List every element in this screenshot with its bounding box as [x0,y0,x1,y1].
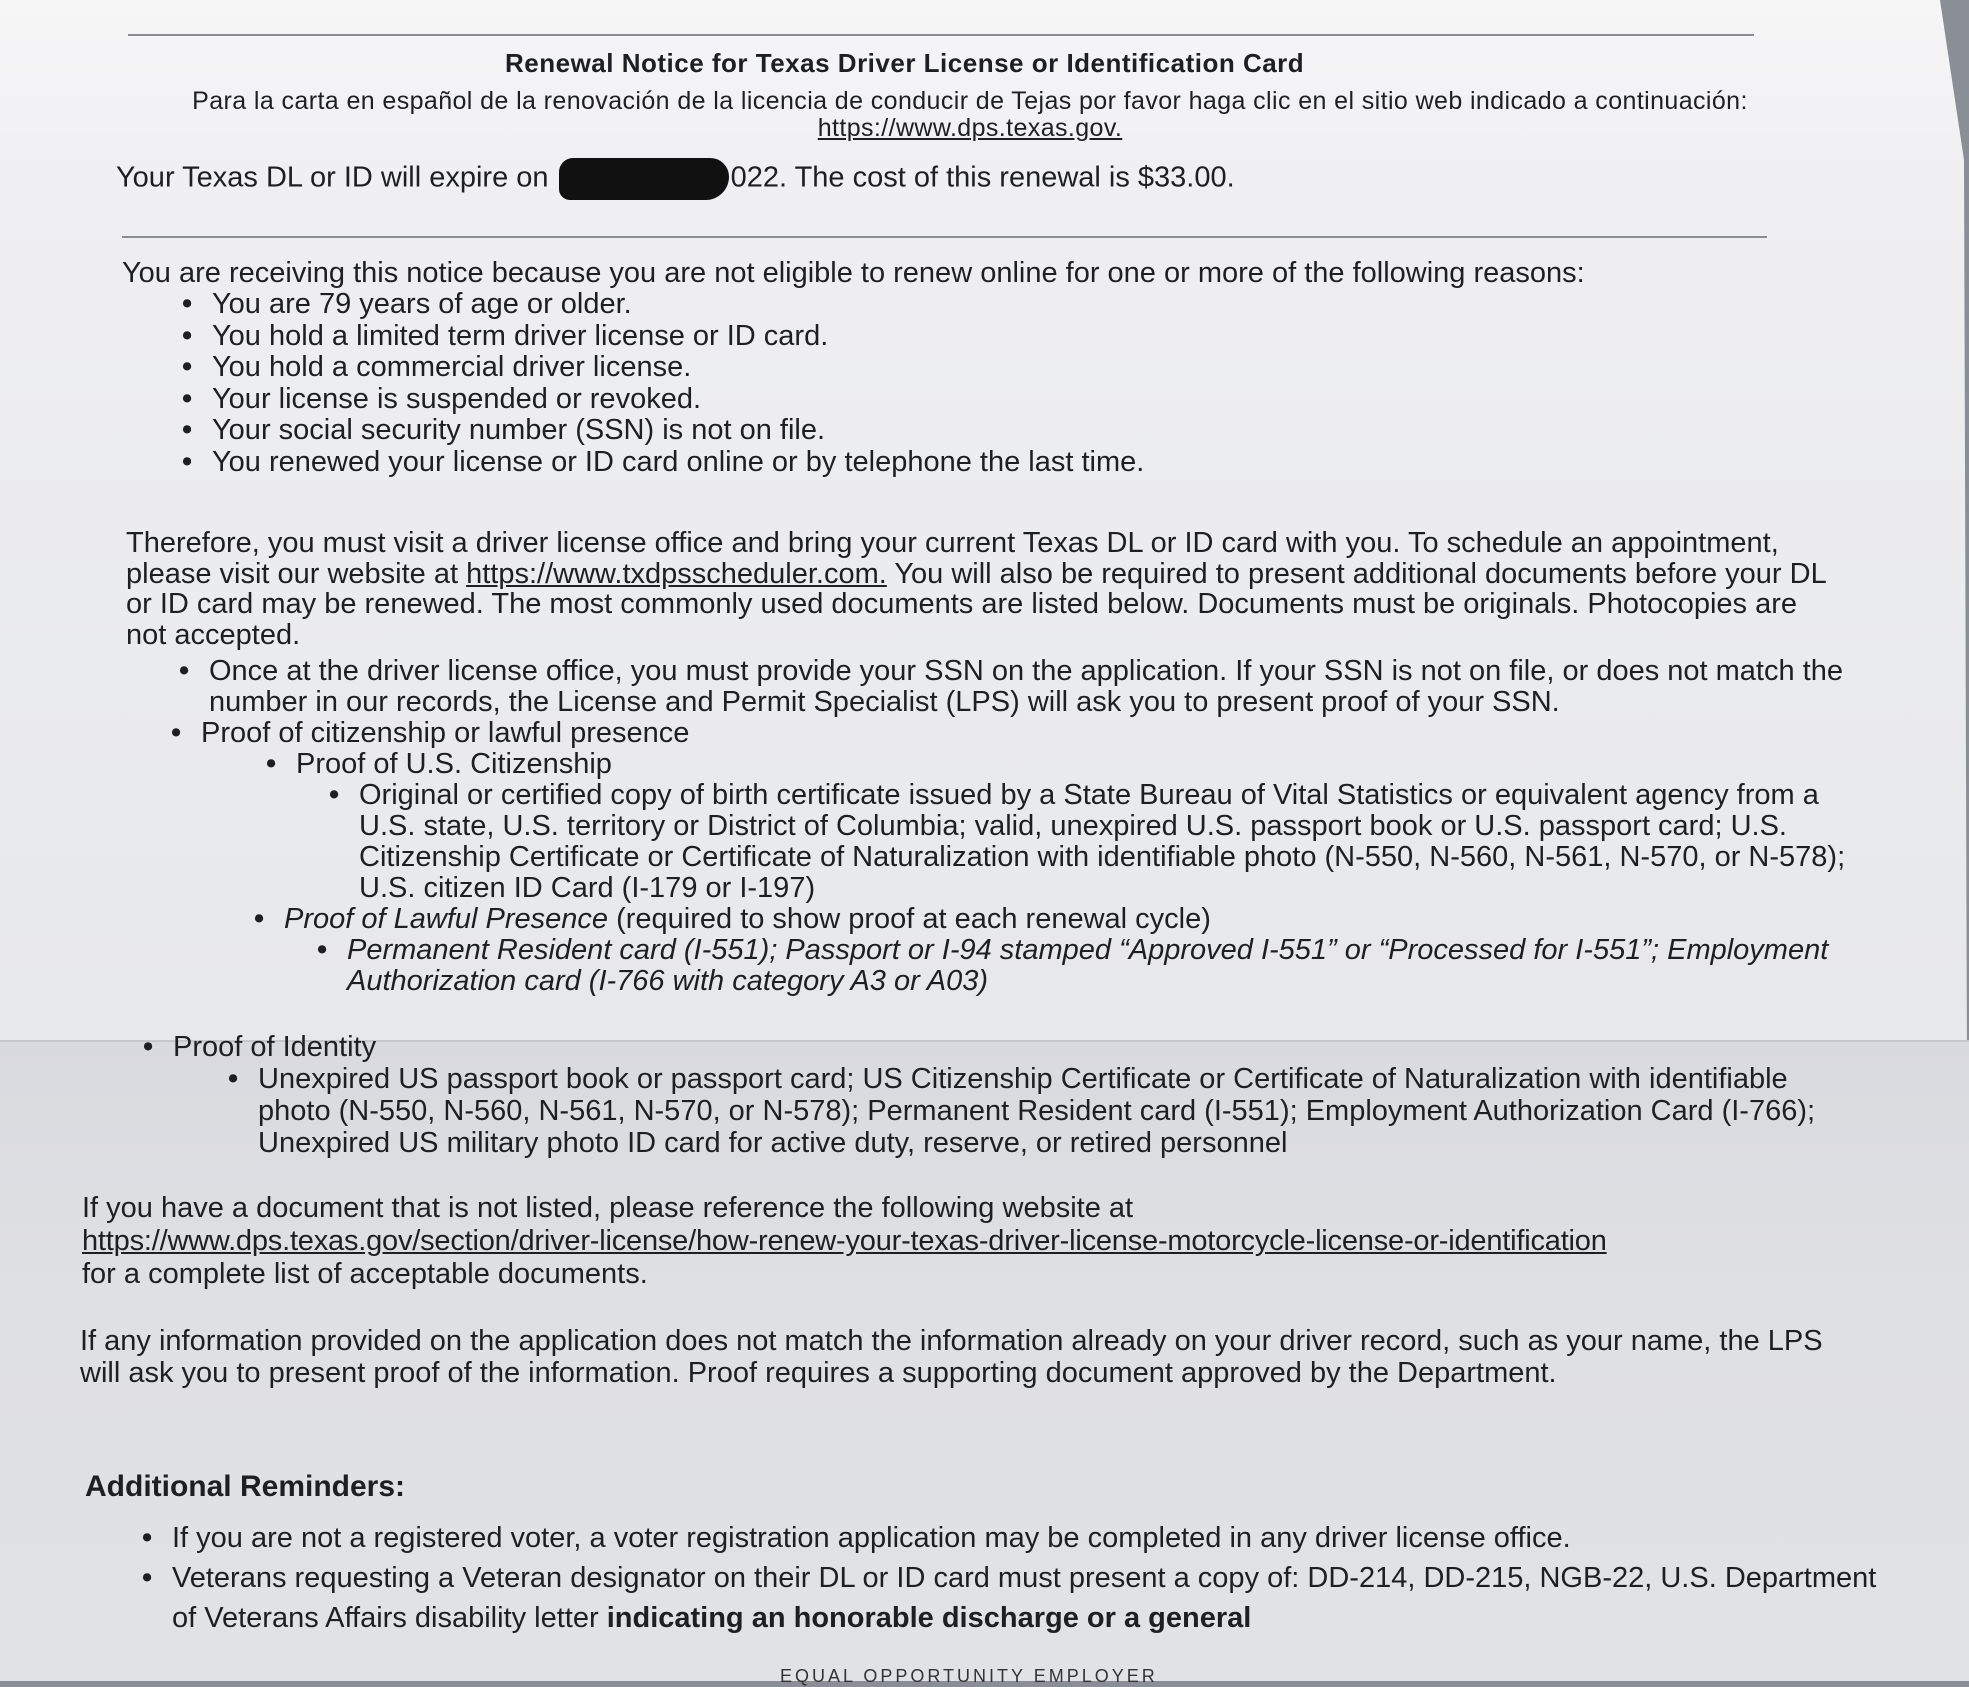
identity-section [143,1031,1863,1159]
reason-item: • You hold a limited term driver license or ID card. [182,321,1842,353]
documents-section [175,656,1865,997]
veterans-reminder-bold: indicating an honorable discharge or a general [606,1602,1252,1634]
identity-heading [143,1031,1863,1159]
identity-sub-list [228,1063,1863,1159]
lawful-presence-documents [317,935,1865,997]
footer-cut-text: EQUAL OPPORTUNITY EMPLOYER [780,1666,1158,1686]
spanish-instructions [120,88,1820,142]
us-citizenship-heading [266,749,1865,904]
reasons-section [122,258,1842,478]
lawful-presence-heading [254,904,1865,997]
spanish-text: Para la carta en español de la renovación de la licencia de conducir de Tejas por favor haga clic en el sitio web indicado a continuación: [192,87,1748,115]
reason-item: • You renewed your license or ID card online or by telephone the last time. [182,447,1842,479]
expiration-line [116,158,1235,200]
expire-prefix: Your Texas DL or ID will expire on [116,161,549,194]
ssn-requirement-text: Once at the driver license office, you must provide your SSN on the application. If your SSN is not on file, or does not match the number in our records, the License and Permit Specialist (LPS) will ask you to present proof of your SSN. [209,655,1843,718]
visit-paragraph [126,528,1826,650]
mismatch-paragraph: If any information provided on the application does not match the information already on your driver record, such as your name, the LPS will ask you to present proof of the information. Proof requires a supporting document approved by the Department. [80,1325,1823,1389]
identity-documents [228,1063,1863,1159]
veterans-reminder [142,1558,1882,1638]
reason-item: • You are 79 years of age or older. [182,289,1842,321]
documents-list [175,656,1865,997]
us-citizenship-heading-text: Proof of U.S. Citizenship [296,748,612,780]
identity-documents-text: Unexpired US passport book or passport card; US Citizenship Certificate or Certificate of Naturalization with identifiable photo (N-550, N-560, N-561, N-570, or N-578); Permanent Resident card (I-551); Employment Authorization Card (I-766); Unexpired US military photo ID card for active duty, reserve, or retired personnel [258,1063,1816,1159]
renewal-cost: The cost of this renewal is $33.00. [794,161,1235,194]
reason-item: • Your social security number (SSN) is not on file. [182,415,1842,447]
ssn-requirement [179,656,1865,718]
lawful-presence-heading-text: Proof of Lawful Presence [284,903,609,935]
dps-website-link[interactable]: https://www.dps.texas.gov. [817,114,1123,142]
us-citizenship-documents [329,780,1865,904]
reminders-section [142,1518,1882,1638]
us-citizenship-list [329,780,1865,904]
not-listed-prefix: If you have a document that is not listed, please reference the following website at [82,1192,1134,1224]
veterans-reminder-text: Veterans requesting a Veteran designator on their DL or ID card must present a copy of: DD-214, DD-215, NGB-22, U.S. Department of Veterans Affairs disability letter [172,1562,1877,1634]
reason-item: • Your license is suspended or revoked. [182,384,1842,416]
reasons-list [182,289,1842,478]
visit-text-a: Therefore, you must visit a driver license office and bring your current Texas DL or ID card with you. To schedule an appointment, please visit our website at [126,527,1779,590]
reason-item: • You hold a commercial driver license. [182,352,1842,384]
us-citizenship-documents-text: Original or certified copy of birth certificate issued by a State Bureau of Vital Statistics or equivalent agency from a U.S. state, U.S. territory or District of Columbia; valid, unexpired U.S. passport book or U.S. passport card; U.S. Citizenship Certificate or Certificate of Naturalization with identifiable photo (N-550, N-560, N-561, N-570, or N-578); U.S. citizen ID Card (I-179 or I-197) [359,779,1846,904]
notice-title: Renewal Notice for Texas Driver License or Identification Card [505,48,1305,78]
lawful-presence-note: (required to show proof at each renewal cycle) [616,903,1211,935]
citizenship-list [266,749,1865,997]
lawful-presence-documents-text: Permanent Resident card (I-551); Passport or I-94 stamped “Approved I-551” or “Processed for I-551”; Employment Authorization card (I-766 with category A3 or A03) [347,934,1829,997]
citizenship-heading [171,718,1865,997]
identity-heading-text: Proof of Identity [173,1031,377,1063]
citizenship-heading-text: Proof of citizenship or lawful presence [201,717,690,749]
scheduler-link[interactable]: https://www.txdpsscheduler.com. [466,557,887,590]
reasons-intro: You are receiving this notice because you are not eligible to renew online for one or more of the following reasons: [122,257,1585,289]
lawful-presence-list [317,935,1865,997]
not-listed-paragraph [82,1192,1882,1291]
reminders-list [142,1518,1882,1638]
reminders-heading: Additional Reminders: [85,1470,406,1503]
voter-reminder: • If you are not a registered voter, a voter registration application may be completed in any driver license office. [142,1518,1882,1558]
identity-list [143,1031,1863,1159]
not-listed-suffix: for a complete list of acceptable documents. [82,1258,648,1290]
visit-text-b: You will also be required to present additional documents before your DL or ID card may be renewed. The most commonly used documents are listed below. Documents must be originals. Photocopies are not accepted. [126,557,1826,651]
expire-date-tail: 022. [730,161,788,194]
redacted-date-mark [559,158,729,200]
acceptable-documents-link[interactable]: https://www.dps.texas.gov/section/driver-license/how-renew-your-texas-driver-license-motorcycle-license-or-identification [82,1225,1607,1257]
